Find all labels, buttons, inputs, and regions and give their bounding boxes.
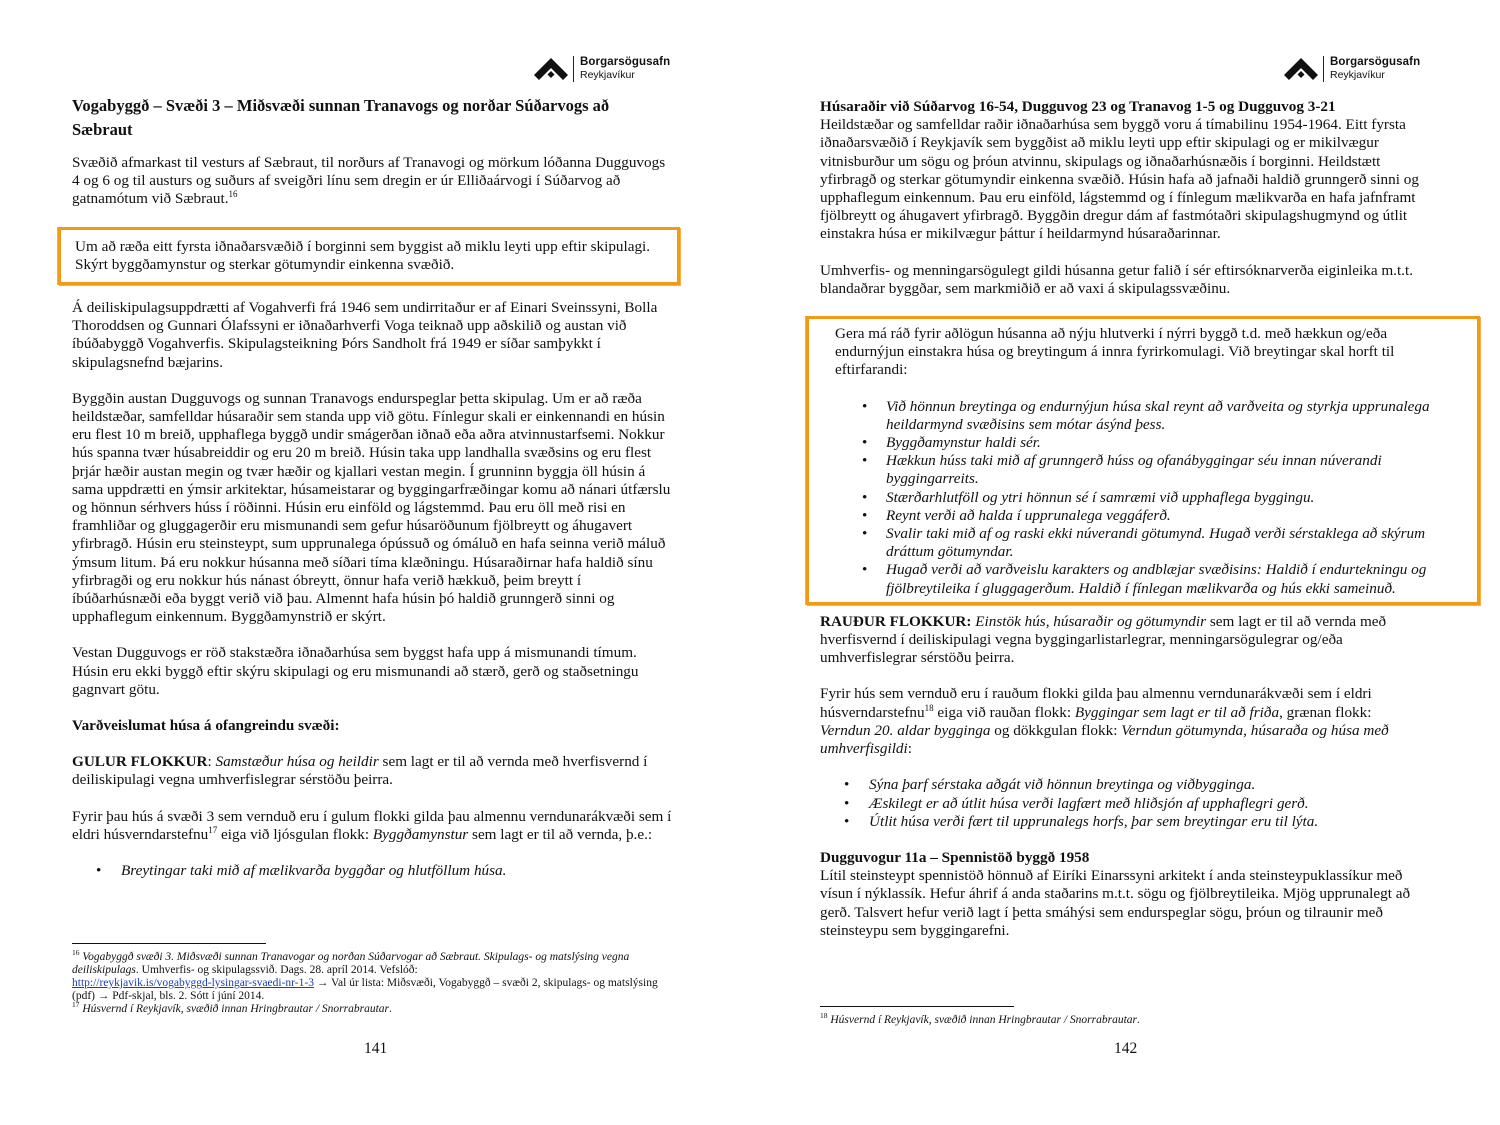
footnote-17-end: . (389, 1003, 392, 1015)
page-number: 142 (1114, 1040, 1138, 1057)
logo-name: Borgarsögusafn (1330, 56, 1421, 68)
gulur-label: GULUR FLOKKUR (72, 753, 208, 771)
logo-divider (573, 56, 574, 82)
raudur-label: RAUÐUR FLOKKUR: (820, 612, 972, 630)
raudur-bullet-list (820, 776, 1424, 831)
logo-name: Borgarsögusafn (580, 56, 671, 68)
footnote-18-title: Húsvernd í Reykjavík, svæðið innan Hringbrautar / Snorrabrautar (830, 1014, 1138, 1026)
list-item: • Byggðamynstur haldi sér. (835, 434, 1457, 452)
raudur-rules-b: eiga við rauðan flokk: (933, 703, 1075, 721)
heading-conservation (72, 717, 672, 735)
borgarsogusafn-logo-icon (534, 57, 568, 81)
list-item: • Breytingar taki mið af mælikvarða byggðar og hlutföllum húsa. (72, 862, 672, 880)
raudur-rules-a: Fyrir hús sem vernduð eru í rauðum flokki gilda þau almennu verndunarákvæði sem í eldri húsverndarstefnu (820, 685, 1372, 721)
gulur-rules-italic: Byggðamynstur (372, 825, 469, 843)
raudur-rules-d: og dökkgulan flokk: (990, 721, 1122, 739)
gulur-rules-c: sem lagt er til að vernda, þ.e.: (468, 825, 653, 843)
footnote-18-number: 18 (820, 1011, 828, 1021)
borgarsogusafn-logo-icon (1284, 57, 1318, 81)
page-number: 141 (364, 1040, 388, 1057)
raudur-rules-c: , grænan flokk: (1279, 703, 1372, 721)
footnote-divider (72, 943, 266, 944)
list-item: • Hækkun húss taki mið af grunngerð húss og ofanábyggingar séu innan núverandi byggingarreits. (835, 452, 1457, 488)
raudur-rules-i3: Verndun götumynda, húsaraða og húsa með umhverfisgildi (820, 721, 1389, 758)
footnote-16-text: . Umhverfis- og skipulagssvið. Dags. 28. apríl 2014. Vefslóð: (135, 964, 418, 976)
paragraph-gulur-rules (72, 808, 672, 844)
highlight-text: Um að ræða eitt fyrsta iðnaðarsvæðið í borginni sem byggist að miklu leyti upp eftir skipulagi. Skýrt byggðamynstur og sterkar götumyndir einkenna svæðið. (75, 237, 651, 273)
heading-conservation-text: Varðveislumat húsa á ofangreindu svæði: (72, 717, 340, 735)
paragraph-husaradir: Heildstæðar og samfelldar raðir iðnaðarhúsa sem byggð voru á tímabilinu 1954-1964. Eitt fyrsta iðnaðarsvæðið í Reykjavík sem byggðist að miklu leyti upp eftir skipulagi og er mikilvægur vitnisburður um sögu og þróun atvinnu, skipulags og iðnaðarhúsnæðis í borginni. Heildstætt yfirbragð og sterkar götumyndir einkenna svæðið. Húsin hafa að jafnaði haldið grunngerð sinni og upphaflegum einkennum. Þau eru einföld, lágstemmd og í fínlegum mælikvarða en hafa jafnframt fjölbreytt og áhugavert yfirbragð. Byggðin dregur dám af fastmótaðri skipulagshugmynd og útlit einstakra húsa er mikilvægur þáttur í heildarmynd húsaraðarinnar. (820, 116, 1419, 243)
logo (534, 54, 670, 84)
list-item: • Reynt verði að halda í upprunalega veggáferð. (835, 507, 1457, 525)
paragraph-boundaries-text: Svæðið afmarkast til vesturs af Sæbraut, til norðurs af Tranavogi og mörkum lóðanna Dugguvogs 4 og 6 og til austurs og suðurs af sveigðri línu sem dregin er úr Elliðaárvogi í Súðarvog að gatnamótum við Sæbraut. (72, 154, 666, 208)
footnote-ref-17: 17 (208, 824, 218, 835)
raudur-rules-e: : (907, 740, 912, 758)
heading-husaradir: Húsaraðir við Súðarvog 16-54, Dugguvog 23 og Tranavog 1-5 og Dugguvog 3-21 (820, 98, 1336, 115)
list-item: • Við hönnun breytinga og endurnýjun húsa skal reynt að varðveita og styrkja upprunalega heildarmynd svæðisins sem mótar ásýnd þess. (835, 398, 1457, 434)
left-content (72, 94, 672, 880)
paragraph-raudur-rules (820, 685, 1424, 758)
paragraph-spennistod: Lítil steinsteypt spennistöð hönnuð af Eiríki Einarssyni arkitekt í anda steinsteypuklassíkur með vísun í nýklassík. Hefur áhrif á anda staðarins m.t.t. sögu og fjölbreytileika. Mjög upprunalegt að gerð. Talsvert hefur verið lagt í þetta smáhýsi sem endurspeglar sögu, þróun og tilraunir með steinsteypu sem byggingarefni. (820, 867, 1411, 939)
gulur-rules-b: eiga við ljósgulan flokk: (217, 825, 373, 843)
page-right (750, 0, 1500, 1125)
raudur-rest: sem lagt er til að vernda með hverfisvernd í deiliskipulagi vegna byggingarlistarlegrar, menningarsögulegrar og/eða umhverfislegrar sérstöðu þeirra. (820, 612, 1387, 667)
footnote-17 (72, 1000, 672, 1016)
footnote-ref-16: 16 (228, 189, 238, 200)
footnote-16-link[interactable]: http://reykjavik.is/vogabyggd-lysingar-svaedi-nr-1-3 (72, 977, 314, 989)
logo-sub: Reykjavíkur (1330, 69, 1385, 81)
list-item: • Sýna þarf sérstaka aðgát við hönnun breytinga og viðbygginga. (820, 776, 1424, 794)
list-item: • Útlit húsa verði fært til upprunalegs horfs, þar sem breytingar eru til lýta. (820, 813, 1424, 831)
footnote-16-number: 16 (72, 948, 80, 958)
list-item: • Svalir taki mið af og raski ekki núverandi götumynd. Hugað verði sérstaklega að skýrum dráttum götumyndar. (835, 525, 1457, 561)
footnote-17-number: 17 (72, 1000, 80, 1010)
heading-spennistod: Dugguvogur 11a – Spennistöð byggð 1958 (820, 848, 1090, 866)
paragraph-environmental-value: Umhverfis- og menningarsögulegt gildi húsanna getur falið í sér eftirsóknarverða eiginleika m.t.t. blandaðrar byggðar, sem markmiðið er að vaxi á skipulagssvæðinu. (820, 261, 1413, 297)
footnotes (72, 943, 672, 1016)
footnote-16-text2: → Val úr lista: Miðsvæði, Vogabyggð – svæði 2, skipulags- og matslýsing (pdf) → Pdf-skjal, bls. 2. Sótt í júní 2014. (72, 977, 658, 1002)
raudur-rules-i1: Byggingar sem lagt er til að friða (1074, 703, 1280, 721)
paragraph-west-dugguvogs: Vestan Dugguvogs er röð stakstæðra iðnaðarhúsa sem byggst hafa upp á mismunandi tímum. Húsin eru ekki byggð eftir skýru skipulagi og eru mismunandi að stærð, gerð og staðsetningu gagnvart götu. (72, 644, 639, 698)
guidelines-intro: Gera má ráð fyrir aðlögun húsanna að nýju hlutverki í nýrri byggð t.d. með hækkun og/eða endurnýjun einstakra húsa og breytingum á innra fyrirkomulagi. Við breytingar skal horft til eftirfarandi: (835, 325, 1395, 379)
footnote-divider (820, 1006, 1014, 1007)
paragraph-boundaries (72, 154, 672, 209)
guidelines-box (806, 316, 1480, 605)
footnote-18 (820, 1011, 1424, 1027)
footnote-17-title: Húsvernd í Reykjavík, svæðið innan Hringbrautar / Snorrabrautar (82, 1003, 390, 1015)
gulur-rest: sem lagt er til að vernda með hverfisvernd í deiliskipulagi vegna umhverfislegrar sérstöðu þeirra. (72, 753, 648, 789)
paragraph-gulur-flokkur (72, 753, 672, 789)
logo (1284, 54, 1420, 84)
footnote-16 (72, 948, 672, 1003)
raudur-italic: Einstök hús, húsaraðir og götumyndir (975, 612, 1207, 630)
gulur-italic: Samstæður húsa og heildir (215, 753, 379, 771)
list-item: • Æskilegt er að útlit húsa verði lagfært með hliðsjón af upphaflegri gerð. (820, 795, 1424, 813)
section-title: Vogabyggð – Svæði 3 – Miðsvæði sunnan Tranavogs og norðar Súðarvogs að Sæbraut (72, 96, 610, 139)
guidelines-list (835, 398, 1457, 598)
list-item: • Hugað verði að varðveislu karakters og andblæjar svæðisins: Haldið í endurtekningu og fjölbreytileika í gluggagerðum. Haldið í fínlegan mælikvarða og hús ekki sameinuð. (835, 561, 1457, 597)
footnotes (820, 1006, 1424, 1027)
gulur-colon: : (207, 753, 216, 771)
footnote-16-title: Vogabyggð svæði 3. Miðsvæði sunnan Tranavogar og norðan Súðarvogar að Sæbraut. Skipulags- og matslýsing vegna deiliskipulags (72, 951, 630, 976)
gulur-bullet-list (72, 862, 672, 880)
logo-divider (1323, 56, 1324, 82)
list-item: • Stærðarhlutföll og ytri hönnun sé í samræmi við upphaflega byggingu. (835, 489, 1457, 507)
raudur-rules-i2: Verndun 20. aldar bygginga (820, 721, 991, 739)
right-content (820, 98, 1430, 958)
footnote-18-end: . (1137, 1014, 1140, 1026)
paragraph-building-description: Byggðin austan Dugguvogs og sunnan Tranavogs endurspeglar þetta skipulag. Um er að ræða heildstæðar, samfelldar húsaraðir sem standa upp við götu. Fínlegur skali er einkennandi en húsin eru flest 10 m breið, upphaflega byggð undir smágerðan iðnað eða aðra atvinnustarfsemi. Nokkur hús spanna tvær húsabreiddir og eru 20 m breið. Húsin taka upp landhalla svæðsins og eru flest þrjár hæðir austan megin og tvær hæðir og kjallari vestan megin. Í grunninn byggja öll húsin á sama uppdrætti en ýmsir arkitektar, húsameistarar og byggingarfræðingar komu að nánari útfærslu og hönnun sérhvers húss í röðinni. Húsin eru einföld og lágstemmd. Þau eru öll með risi en framhliðar og gluggagerðir eru mismunandi sem gefur húsaröðunum fjölbreytt og áhugavert yfirbragð. Húsin eru steinsteypt, sum upprunalega ópússuð og ómáluð en hafa seinna verið máluð ýmsum litum. Þá eru nokkur húsanna með síðari tíma klæðningu. Húsaraðirnar hafa haldið sínu yfirbragði og eru nokkur hús nánast óbreytt, önnur hafa verið hækkuð, þeim breytt í íbúðarhúsnæði eða byggt verið við þau. Almennt hafa húsin þó haldið grunngerð sinni og upphaflegum einkennum. Byggðamynstrið er skýrt. (72, 389, 671, 626)
highlight-box (58, 227, 680, 285)
logo-sub: Reykjavíkur (580, 69, 635, 81)
gulur-rules-a: Fyrir þau hús á svæði 3 sem vernduð eru í gulum flokki gilda þau almennu verndunarákvæði sem í eldri húsverndarstefnu (72, 807, 672, 843)
paragraph-plan-history: Á deiliskipulagsuppdrætti af Vogahverfi frá 1946 sem undirritaður er af Einari Sveinssyni, Bolla Thoroddsen og Gunnari Ólafssyni er iðnaðarhverfi Voga teiknað upp aðskilið og austan við íbúðabyggð Vogahverfis. Skipulagsteikning Þórs Sandholt frá 1949 er síðar samþykkt í skipulagsnefnd bæjarins. (72, 299, 658, 371)
paragraph-raudur-flokkur (820, 613, 1424, 668)
footnote-ref-18: 18 (924, 702, 934, 713)
